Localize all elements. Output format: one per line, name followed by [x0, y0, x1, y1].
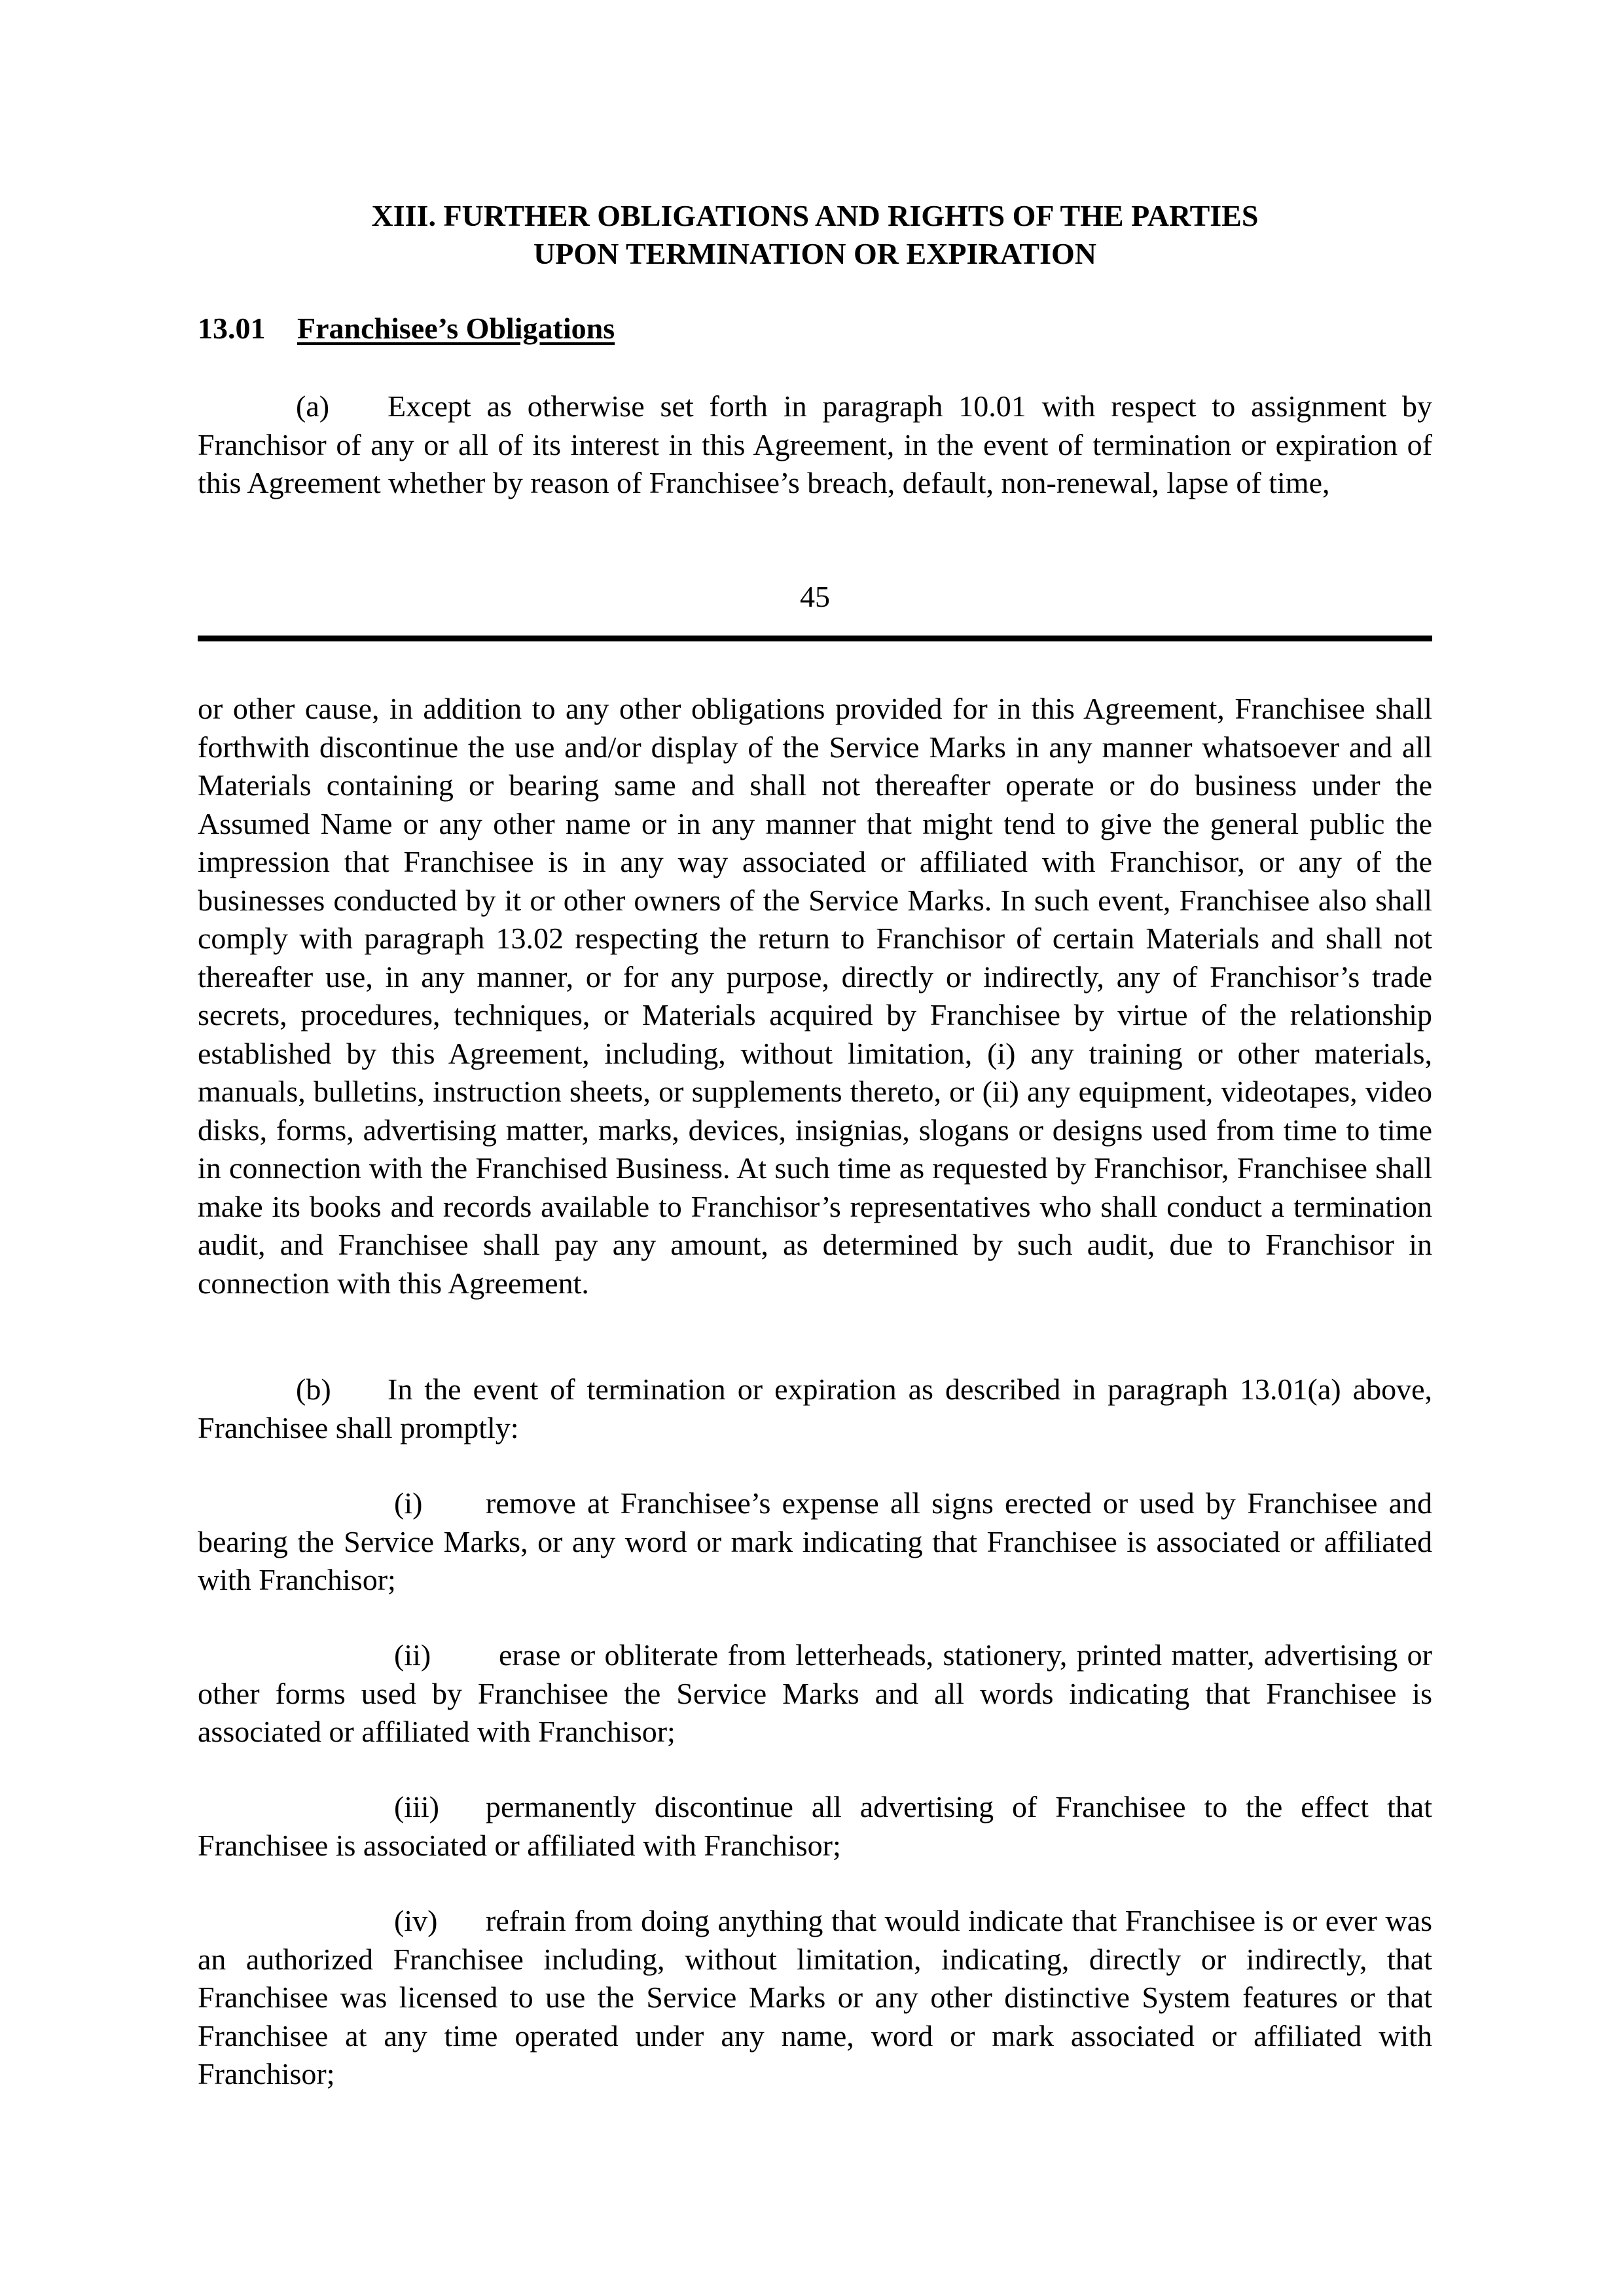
document-page [198, 0, 1432, 2296]
list-item-text: erase or obliterate from letterheads, stationery, printed matter, advertising or other forms used by Franchisee the Service Marks and all words indicating that Franchisee is associated or affiliated with Franchisor; [198, 1638, 1432, 1748]
article-heading-line-2: UPON TERMINATION OR EXPIRATION [533, 237, 1096, 270]
list-item [198, 1902, 1432, 2094]
list-item [198, 1484, 1432, 1600]
page-number: 45 [800, 580, 830, 613]
section-title: Franchisee’s Obligations [297, 312, 615, 345]
list-item-text: remove at Franchisee’s expense all signs erected or used by Franchisee and bearing the Service Marks, or any word or mark indicating that Franchisee is associated or affiliated with Franchisor; [198, 1486, 1432, 1596]
paragraph-a [198, 387, 1432, 503]
paragraph-a-text: Except as otherwise set forth in paragraph 10.01 with respect to assignment by Franchisor of any or all of its interest in this Agreement, in the event of termination or expiration of this Agreement whether by reason of Franchisee’s breach, default, non-renewal, lapse of time, [198, 389, 1432, 499]
list-item [198, 1788, 1432, 1865]
paragraph-b-label: (b) [296, 1372, 331, 1406]
list-item-text: permanently discontinue all advertising of Franchisee to the effect that Franchisee is associated or affiliated with Franchisor; [198, 1790, 1432, 1862]
section-heading [198, 310, 615, 347]
section-number: 13.01 [198, 312, 266, 345]
paragraph-b-text: In the event of termination or expiration as described in paragraph 13.01(a) above, Franchisee shall promptly: [198, 1372, 1432, 1444]
list-item-label: (iii) [394, 1790, 439, 1823]
paragraph-b [198, 1371, 1432, 1447]
list-item-text: refrain from doing anything that would indicate that Franchisee is or ever was an authorized Franchisee including, without limitation, indicating, directly or indirectly, that Franchisee was licensed to use the Service Marks or any other distinctive System features or that Franchisee at any time operated under any name, word or mark associated or affiliated with Franchisor; [198, 1904, 1432, 2090]
list-item-label: (iv) [394, 1904, 438, 1937]
paragraph-a-continued: or other cause, in addition to any other obligations provided for in this Agreement, Franchisee shall forthwith discontinue the use and/or display of the Service Marks in any manner whatsoever and all Materials containing or bearing same and shall not thereafter operate or do business under the Assumed Name or any other name or in any manner that might tend to give the general public the impression that Franchisee is in any way associated or affiliated with Franchisor, or any of the businesses conducted by it or other owners of the Service Marks. In such event, Franchisee also shall comply with paragraph 13.02 respecting the return to Franchisor of certain Materials and shall not thereafter use, in any manner, or for any purpose, directly or indirectly, any of Franchisor’s trade secrets, procedures, techniques, or Materials acquired by Franchisee by virtue of the relationship established by this Agreement, including, without limitation, (i) any training or other materials, manuals, bulletins, instruction sheets, or supplements thereto, or (ii) any equipment, videotapes, video disks, forms, advertising matter, marks, devices, insignias, slogans or designs used from time to time in connection with the Franchised Business. At such time as requested by Franchisor, Franchisee shall make its books and records available to Franchisor’s representatives who shall conduct a termination audit, and Franchisee shall pay any amount, as determined by such audit, due to Franchisor in connection with this Agreement. [198, 692, 1432, 1300]
page-break-rule [198, 636, 1432, 641]
list-item [198, 1636, 1432, 1751]
list-item-label: (i) [394, 1486, 423, 1520]
article-heading-line-1: XIII. FURTHER OBLIGATIONS AND RIGHTS OF THE PARTIES [371, 199, 1259, 232]
paragraph-a-label: (a) [296, 389, 330, 423]
list-item-label: (ii) [394, 1638, 431, 1672]
